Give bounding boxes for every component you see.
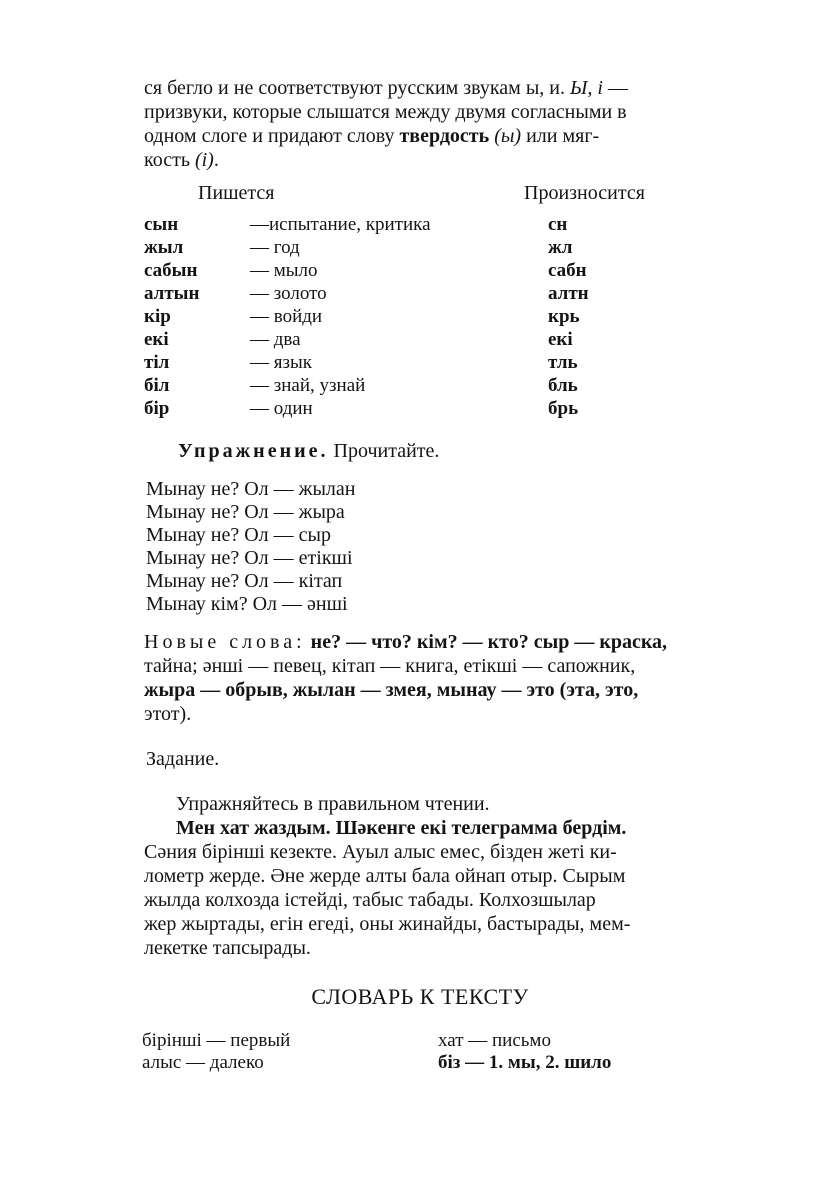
exercise-line: Мынау не? Ол — кітап <box>146 570 343 592</box>
dictionary-entry: бірінші — первый <box>142 1030 291 1051</box>
table-row: жыл — год жл <box>144 237 573 258</box>
table-row: біл — знай, узнай бль <box>144 375 578 396</box>
new-words-label: Новые слова: <box>144 631 306 653</box>
header-pronounced: Произносится <box>524 182 645 204</box>
intro-line-3: одном слоге и придают слову твердость (ы) или мяг- <box>144 125 600 147</box>
exercise-line: Мынау не? Ол — сыр <box>146 524 331 546</box>
dictionary-entry: алыс — далеко <box>142 1052 264 1073</box>
intro-paragraph <box>144 76 744 172</box>
intro-line-4: кость (і). <box>144 149 219 171</box>
table-row: сын —испытание, критика сн <box>144 214 568 235</box>
table-row: сабын — мыло сабн <box>144 260 587 281</box>
exercise-line: Мынау не? Ол — жыра <box>146 501 345 523</box>
table-row: алтын — золото алтн <box>144 283 589 304</box>
exercise-instruction: Прочитайте. <box>333 440 440 462</box>
dictionary-left-column <box>142 1030 290 1074</box>
task-instruction: Упражняйтесь в правильном чтении. <box>176 793 490 815</box>
dictionary-right-column <box>438 1030 611 1074</box>
table-row: кір — войди крь <box>144 306 580 327</box>
exercise-line: Мынау кім? Ол — әнші <box>146 593 348 615</box>
intro-line-2: призвуки, которые слышатся между двумя согласными в <box>144 101 627 123</box>
dictionary-entry: хат — письмо <box>438 1030 551 1051</box>
exercise-line: Мынау не? Ол — етікші <box>146 547 353 569</box>
exercise-label: Упражнение. <box>178 440 329 462</box>
exercise-lines <box>146 478 355 616</box>
new-words-paragraph: Новые слова: не? — что? кім? — кто? сыр — краска, тайна; әнші — певец, кітап — книга, етікші — сапожник, жыра — обрыв, жылан — змея, мынау — это (эта, это, этот). <box>144 631 668 725</box>
dictionary-entry: біз — 1. мы, 2. шило <box>438 1052 612 1073</box>
task-label: Задание. <box>146 748 220 770</box>
table-row: бір — один брь <box>144 398 579 419</box>
table-row: тіл — язык тль <box>144 352 578 373</box>
exercise-heading <box>178 440 439 463</box>
dictionary-title: СЛОВАРЬ К ТЕКСТУ <box>311 984 529 1009</box>
task-paragraph: Упражняйтесь в правильном чтении. Мен хат жаздым. Шәкенге екі телеграмма бердім. Сәния бірінші кезекте. Ауыл алыс емес, бізден жеті ки- лометр жерде. Әне жерде алты бала ойнап отыр. Сырым жылда колхозда істейді, табыс табады. Колхозшылар жер жыртады, егін егеді, оны жинайды, бастырады, мем- лекетке тапсырады. <box>144 792 744 960</box>
header-written: Пишется <box>198 182 275 204</box>
exercise-line: Мынау не? Ол — жылан <box>146 478 356 500</box>
table-row: екі — два екі <box>144 329 573 350</box>
intro-line-1: ся бегло и не соответствуют русским звукам ы, и. Ы, і — <box>144 77 628 99</box>
